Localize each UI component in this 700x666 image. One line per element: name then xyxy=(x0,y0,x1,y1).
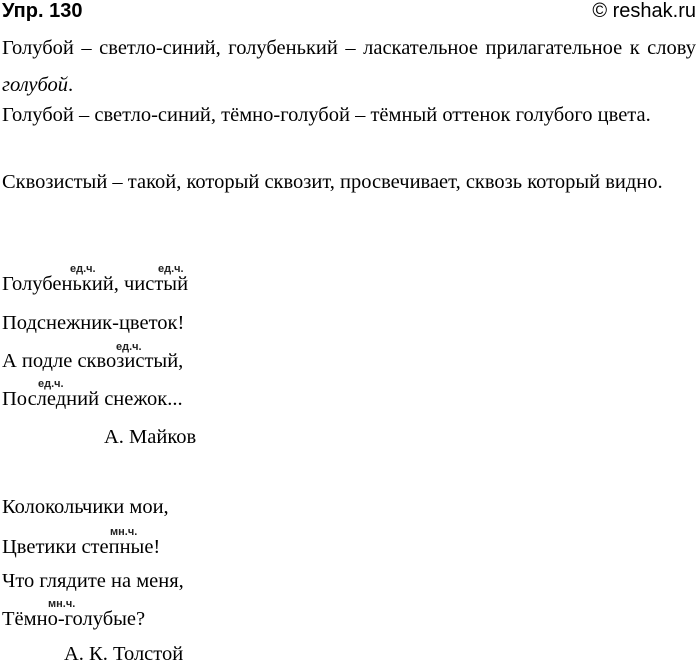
paragraph-1-italic: голубой xyxy=(2,74,69,96)
paragraph-1 xyxy=(2,30,696,104)
poem-line: Что глядите на меня, xyxy=(2,570,184,592)
paragraph-2: Голубой – светло-синий, тёмно-голубой – тёмный оттенок голубого цвета. xyxy=(2,104,651,126)
poem-line: Колокольчики мои, xyxy=(2,496,169,518)
source-label: © reshak.ru xyxy=(592,0,696,22)
poem-line: Последний снежок... xyxy=(2,388,183,410)
poem-author: А. Майков xyxy=(104,426,197,448)
grammar-note: мн.ч. xyxy=(48,598,76,610)
grammar-note: мн.ч. xyxy=(110,526,138,538)
poem-line: А подле сквозистый, xyxy=(2,350,184,372)
grammar-note: ед.ч. xyxy=(116,341,142,353)
paragraph-1-end: . xyxy=(68,74,74,96)
poem-line: Подснежник-цветок! xyxy=(2,312,185,334)
poem-line: Тёмно-голубые? xyxy=(2,608,146,630)
paragraph-3: Сквозистый – такой, который сквозит, просвечивает, сквозь который видно. xyxy=(2,171,663,193)
poem-line: Голубенький, чистый xyxy=(2,273,189,295)
grammar-note: ед.ч. xyxy=(70,263,96,275)
grammar-note: ед.ч. xyxy=(38,378,64,390)
poem-author: А. К. Толстой xyxy=(64,643,184,665)
paragraph-1-text: Голубой – светло-синий, голубенький – ласкательное прилагательное к слову xyxy=(2,37,696,59)
poem-line: Цветики степные! xyxy=(2,536,161,558)
grammar-note: ед.ч. xyxy=(158,263,184,275)
exercise-title: Упр. 130 xyxy=(2,0,83,22)
